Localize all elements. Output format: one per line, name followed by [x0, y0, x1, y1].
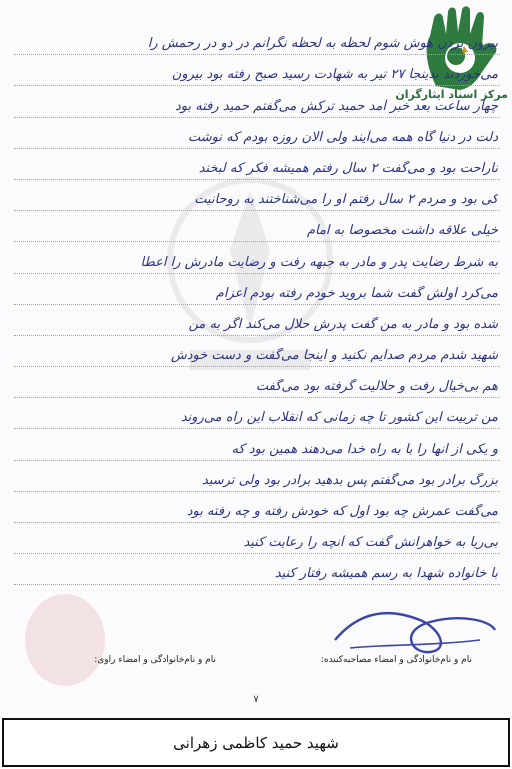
handwritten-line	[14, 429, 500, 460]
handwritten-line-text: بزرگ برادر بود می‌گفتم پس بدهید برادر بود ولی ترسید	[202, 472, 498, 488]
interviewer-label: نام و نام‌خانوادگی و امضاء مصاحبه‌کننده:	[320, 655, 472, 665]
handwritten-line	[14, 305, 500, 336]
signature-labels	[0, 655, 512, 675]
handwritten-line-text: کی بود و مردم ۲ سال رفتم او را می‌شناختند به روحانیت	[194, 192, 498, 208]
page-number: ۷	[253, 694, 259, 705]
handwritten-line	[14, 336, 500, 367]
handwritten-line	[14, 24, 500, 55]
handwritten-line-text: من تربیت این کشور تا چه زمانی که انقلاب این راه می‌روند	[180, 410, 498, 426]
handwritten-line	[14, 180, 500, 211]
handwritten-line	[14, 86, 500, 117]
faded-stamp	[20, 590, 110, 690]
narrator-label: نام و نام‌خانوادگی و امضاء راوی:	[94, 655, 216, 665]
handwritten-line-text: چهار ساعت بعد خبر آمد حمید ترکش می‌گفتم حمید رفته بود	[174, 98, 498, 114]
handwritten-line	[14, 461, 500, 492]
handwritten-line	[14, 118, 500, 149]
handwritten-line	[14, 554, 500, 585]
handwritten-line-text: و یکی از انها را با به راه خدا می‌دهند همین بود که	[231, 441, 498, 457]
handwritten-line-text: هم بی‌خیال رفت و حلالیت گرفته بود می‌گفت	[255, 379, 498, 395]
handwritten-line-text: دلت در دنیا گاه همه می‌آیند ولی الان روزه بودم که نوشت	[187, 129, 498, 145]
handwritten-line	[14, 149, 500, 180]
handwritten-line	[14, 211, 500, 242]
handwritten-line-text: به شرط رضایت پدر و مادر به جبهه رفت و رضایت مادرش را اعطا	[140, 254, 498, 270]
signature-scribble	[330, 600, 500, 660]
handwritten-line-text: می‌کرد اولش گفت شما بروید خودم رفته بودم اعزام	[215, 285, 498, 301]
handwritten-line-text: می‌خوردند بدینجا ۲۷ تیر به شهادت رسید صبح رفته بود بیرون	[171, 67, 498, 83]
handwritten-line-text: با خانواده شهدا به رسم همیشه رفتار کنید	[274, 566, 498, 582]
handwritten-line	[14, 367, 500, 398]
logo-caption: مرکز اسناد ایثارگران	[395, 88, 508, 101]
handwritten-line	[14, 242, 500, 273]
handwritten-line	[14, 55, 500, 86]
handwritten-line-text: می‌گفت عمرش چه بود اول که خودش رفته و چه رفته بود	[186, 504, 498, 519]
handwritten-line-text: شهید شدم مردم صدایم نکنید و اینجا می‌گفت و دست خودش	[170, 348, 498, 364]
handwritten-line-text: ناراحت بود و می‌گفت ۲ سال رفتم همیشه فکر که لبخند	[198, 160, 498, 176]
handwritten-line-text: بی‌ریا به خواهرانش گفت که آنچه را رعایت کنید	[243, 535, 498, 551]
handwritten-line	[14, 492, 500, 523]
handwritten-line	[14, 398, 500, 429]
handwritten-line-text: خیلی علاقه داشت مخصوصا به امام	[306, 223, 498, 239]
handwritten-text-block	[14, 24, 500, 585]
handwritten-line-text: بیرون بردن هوش شوم لحظه به لحظه نگرانم در دو در رحمش را	[147, 36, 498, 52]
handwritten-line	[14, 523, 500, 554]
caption-text: شهید حمید کاظمی زهرانی	[173, 733, 339, 752]
handwritten-line	[14, 274, 500, 305]
handwritten-line-text: شده بود و مادر به من گفت پدرش حلال می‌کند اگر به من	[188, 316, 498, 332]
caption-box	[2, 718, 510, 767]
